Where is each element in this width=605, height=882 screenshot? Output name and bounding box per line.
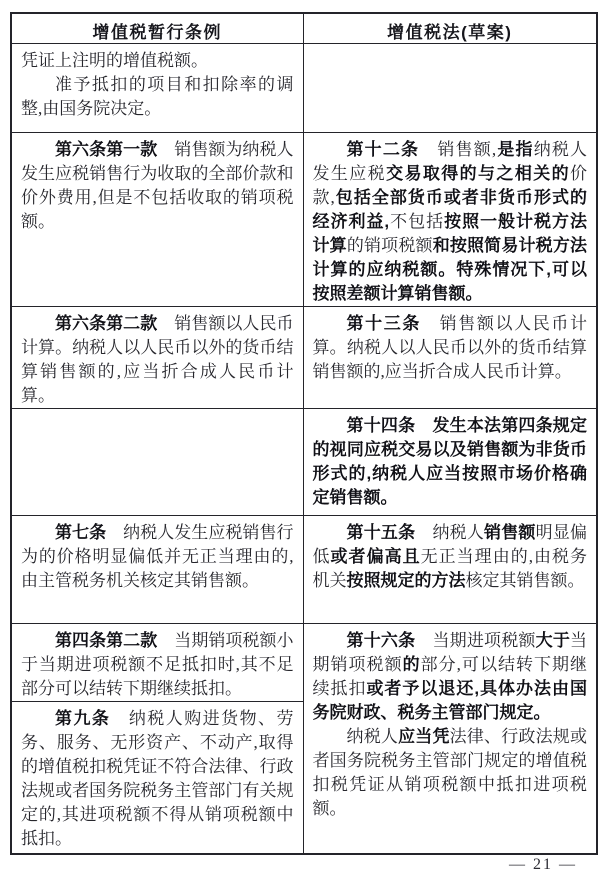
body-text-segment: 当期销项税额 bbox=[312, 631, 588, 674]
body-text-segment: 凭证上注明的增值税额。 bbox=[21, 51, 208, 70]
body-text-segment: 法律、行政法规或者国务院税务主管部门规定的增值税扣税凭证从销项税额中抵扣进项税额。 bbox=[312, 727, 588, 818]
body-text-segment: 销售额以人民币计算。纳税人以人民币以外的货币结算销售额的,应当折合成人民币计算。 bbox=[21, 314, 294, 405]
revised-text-segment: 的 bbox=[402, 655, 421, 674]
column-header-draft-law: 增值税法(草案) bbox=[303, 13, 597, 44]
revised-text-segment: 第七条 bbox=[55, 523, 124, 542]
body-text-segment: 纳税人发生应税销售行为的价格明显偏低并无正当理由的,由主管税务机关核定其销售额。 bbox=[21, 523, 294, 590]
body-text-segment: 部分,可以结转下期继续抵扣 bbox=[312, 655, 588, 698]
table-row bbox=[11, 44, 597, 133]
paragraph bbox=[21, 629, 294, 701]
column-header-ordinance: 增值税暂行条例 bbox=[11, 13, 303, 44]
revised-text-segment: 应当凭 bbox=[398, 727, 450, 746]
revised-text-segment: 是指 bbox=[496, 140, 534, 159]
body-text-segment: 核定其销售额。 bbox=[465, 571, 585, 590]
cell-draft-r3 bbox=[303, 307, 597, 409]
body-text-segment: 销售额为纳税人发生应税销售行为收取的全部价款和价外费用,但是不包括收取的销项税额。 bbox=[21, 140, 294, 231]
table-row bbox=[11, 133, 597, 307]
cell-ordinance-r4-empty bbox=[11, 409, 303, 516]
cell-ordinance-r6 bbox=[11, 624, 303, 702]
cell-ordinance-r1 bbox=[11, 44, 303, 133]
body-text-segment: 纳税人发生应税 bbox=[312, 140, 588, 183]
body-text-segment: 纳税人 bbox=[346, 727, 399, 746]
cell-draft-r1-empty bbox=[303, 44, 597, 133]
revised-text-segment: 第十二条 bbox=[346, 140, 438, 159]
paragraph bbox=[313, 138, 588, 306]
revised-text-segment: 第十五条 bbox=[346, 523, 433, 542]
body-text-segment: 当期进项税额 bbox=[432, 631, 536, 650]
comparison-table bbox=[10, 12, 598, 855]
body-text-segment: 准予抵扣的项目和扣除率的调整,由国务院决定。 bbox=[21, 75, 294, 118]
paragraph bbox=[21, 707, 294, 851]
revised-text-segment: 销售额 bbox=[484, 523, 536, 542]
paragraph bbox=[313, 521, 588, 593]
body-text-segment: 纳税人 bbox=[432, 523, 485, 542]
body-text-segment: 的销项税额 bbox=[346, 236, 433, 255]
revised-text-segment: 第十四条 发生本法第四条规定的视同应税交易以及销售额为非货币形式的,纳税人应当按照市场价格确定销售额。 bbox=[312, 416, 587, 507]
revised-text-segment: 包括全部货币或者非货币形式的经济利益, bbox=[312, 188, 588, 231]
revised-text-segment: 第六条第一款 bbox=[55, 140, 175, 159]
paragraph bbox=[313, 725, 588, 821]
cell-draft-r5 bbox=[303, 516, 597, 624]
revised-text-segment: 第十六条 bbox=[346, 631, 433, 650]
table-row bbox=[11, 516, 597, 624]
cell-ordinance-r2 bbox=[11, 133, 303, 307]
table-row bbox=[11, 409, 597, 516]
revised-text-segment: 大于 bbox=[535, 631, 571, 650]
cell-ordinance-r7 bbox=[11, 702, 303, 854]
body-text-segment: 不包括 bbox=[389, 212, 445, 231]
paragraph bbox=[313, 629, 588, 725]
revised-text-segment: 或者予以退还,具体办法由国务院财政、税务主管部门规定。 bbox=[312, 679, 587, 722]
table-header-row bbox=[11, 13, 597, 44]
revised-text-segment: 第十三条 bbox=[346, 314, 440, 333]
cell-draft-r6-r7-merged bbox=[303, 624, 597, 854]
body-text-segment: 当期销项税额小于当期进项税额不足抵扣时,其不足部分可以结转下期继续抵扣。 bbox=[21, 631, 294, 698]
revised-text-segment: 第九条 bbox=[55, 709, 129, 728]
paragraph bbox=[313, 312, 588, 384]
revised-text-segment: 交易取得的与之相关的 bbox=[386, 164, 571, 183]
revised-text-segment: 第六条第二款 bbox=[55, 314, 175, 333]
cell-draft-r2 bbox=[303, 133, 597, 307]
paragraph bbox=[313, 414, 588, 510]
revised-text-segment: 或者偏高且 bbox=[330, 547, 421, 566]
body-text-segment: 销售额, bbox=[437, 140, 497, 159]
cell-draft-r4 bbox=[303, 409, 597, 516]
revised-text-segment: 第四条第二款 bbox=[55, 631, 175, 650]
paragraph bbox=[21, 312, 294, 408]
cell-ordinance-r3 bbox=[11, 307, 303, 409]
page-number: — 21 — bbox=[509, 856, 577, 873]
paragraph bbox=[21, 49, 294, 73]
body-text-segment: 纳税人购进货物、劳务、服务、无形资产、不动产,取得的增值税扣税凭证不符合法律、行政法规或者国务院税务主管部门有关规定的,其进项税额不得从销项税额中抵扣。 bbox=[21, 709, 294, 848]
paragraph bbox=[21, 73, 294, 121]
body-text-segment: 价款, bbox=[312, 164, 588, 207]
body-text-segment: 无正当理由的,由税务机关 bbox=[312, 547, 588, 590]
body-text-segment: 明显偏低 bbox=[312, 523, 588, 566]
revised-text-segment: 按照规定的方法 bbox=[346, 571, 466, 590]
table-row bbox=[11, 624, 597, 702]
revised-text-segment: 按照一般计税方法计算 bbox=[312, 212, 587, 255]
revised-text-segment: 和按照简易计税方法计算的应纳税额。特殊情况下,可以按照差额计算销售额。 bbox=[312, 236, 588, 303]
cell-ordinance-r5 bbox=[11, 516, 303, 624]
body-text-segment: 销售额以人民币计算。纳税人以人民币以外的货币结算销售额的,应当折合成人民币计算。 bbox=[312, 314, 587, 381]
table-row bbox=[11, 307, 597, 409]
paragraph bbox=[21, 521, 294, 593]
paragraph bbox=[21, 138, 294, 234]
